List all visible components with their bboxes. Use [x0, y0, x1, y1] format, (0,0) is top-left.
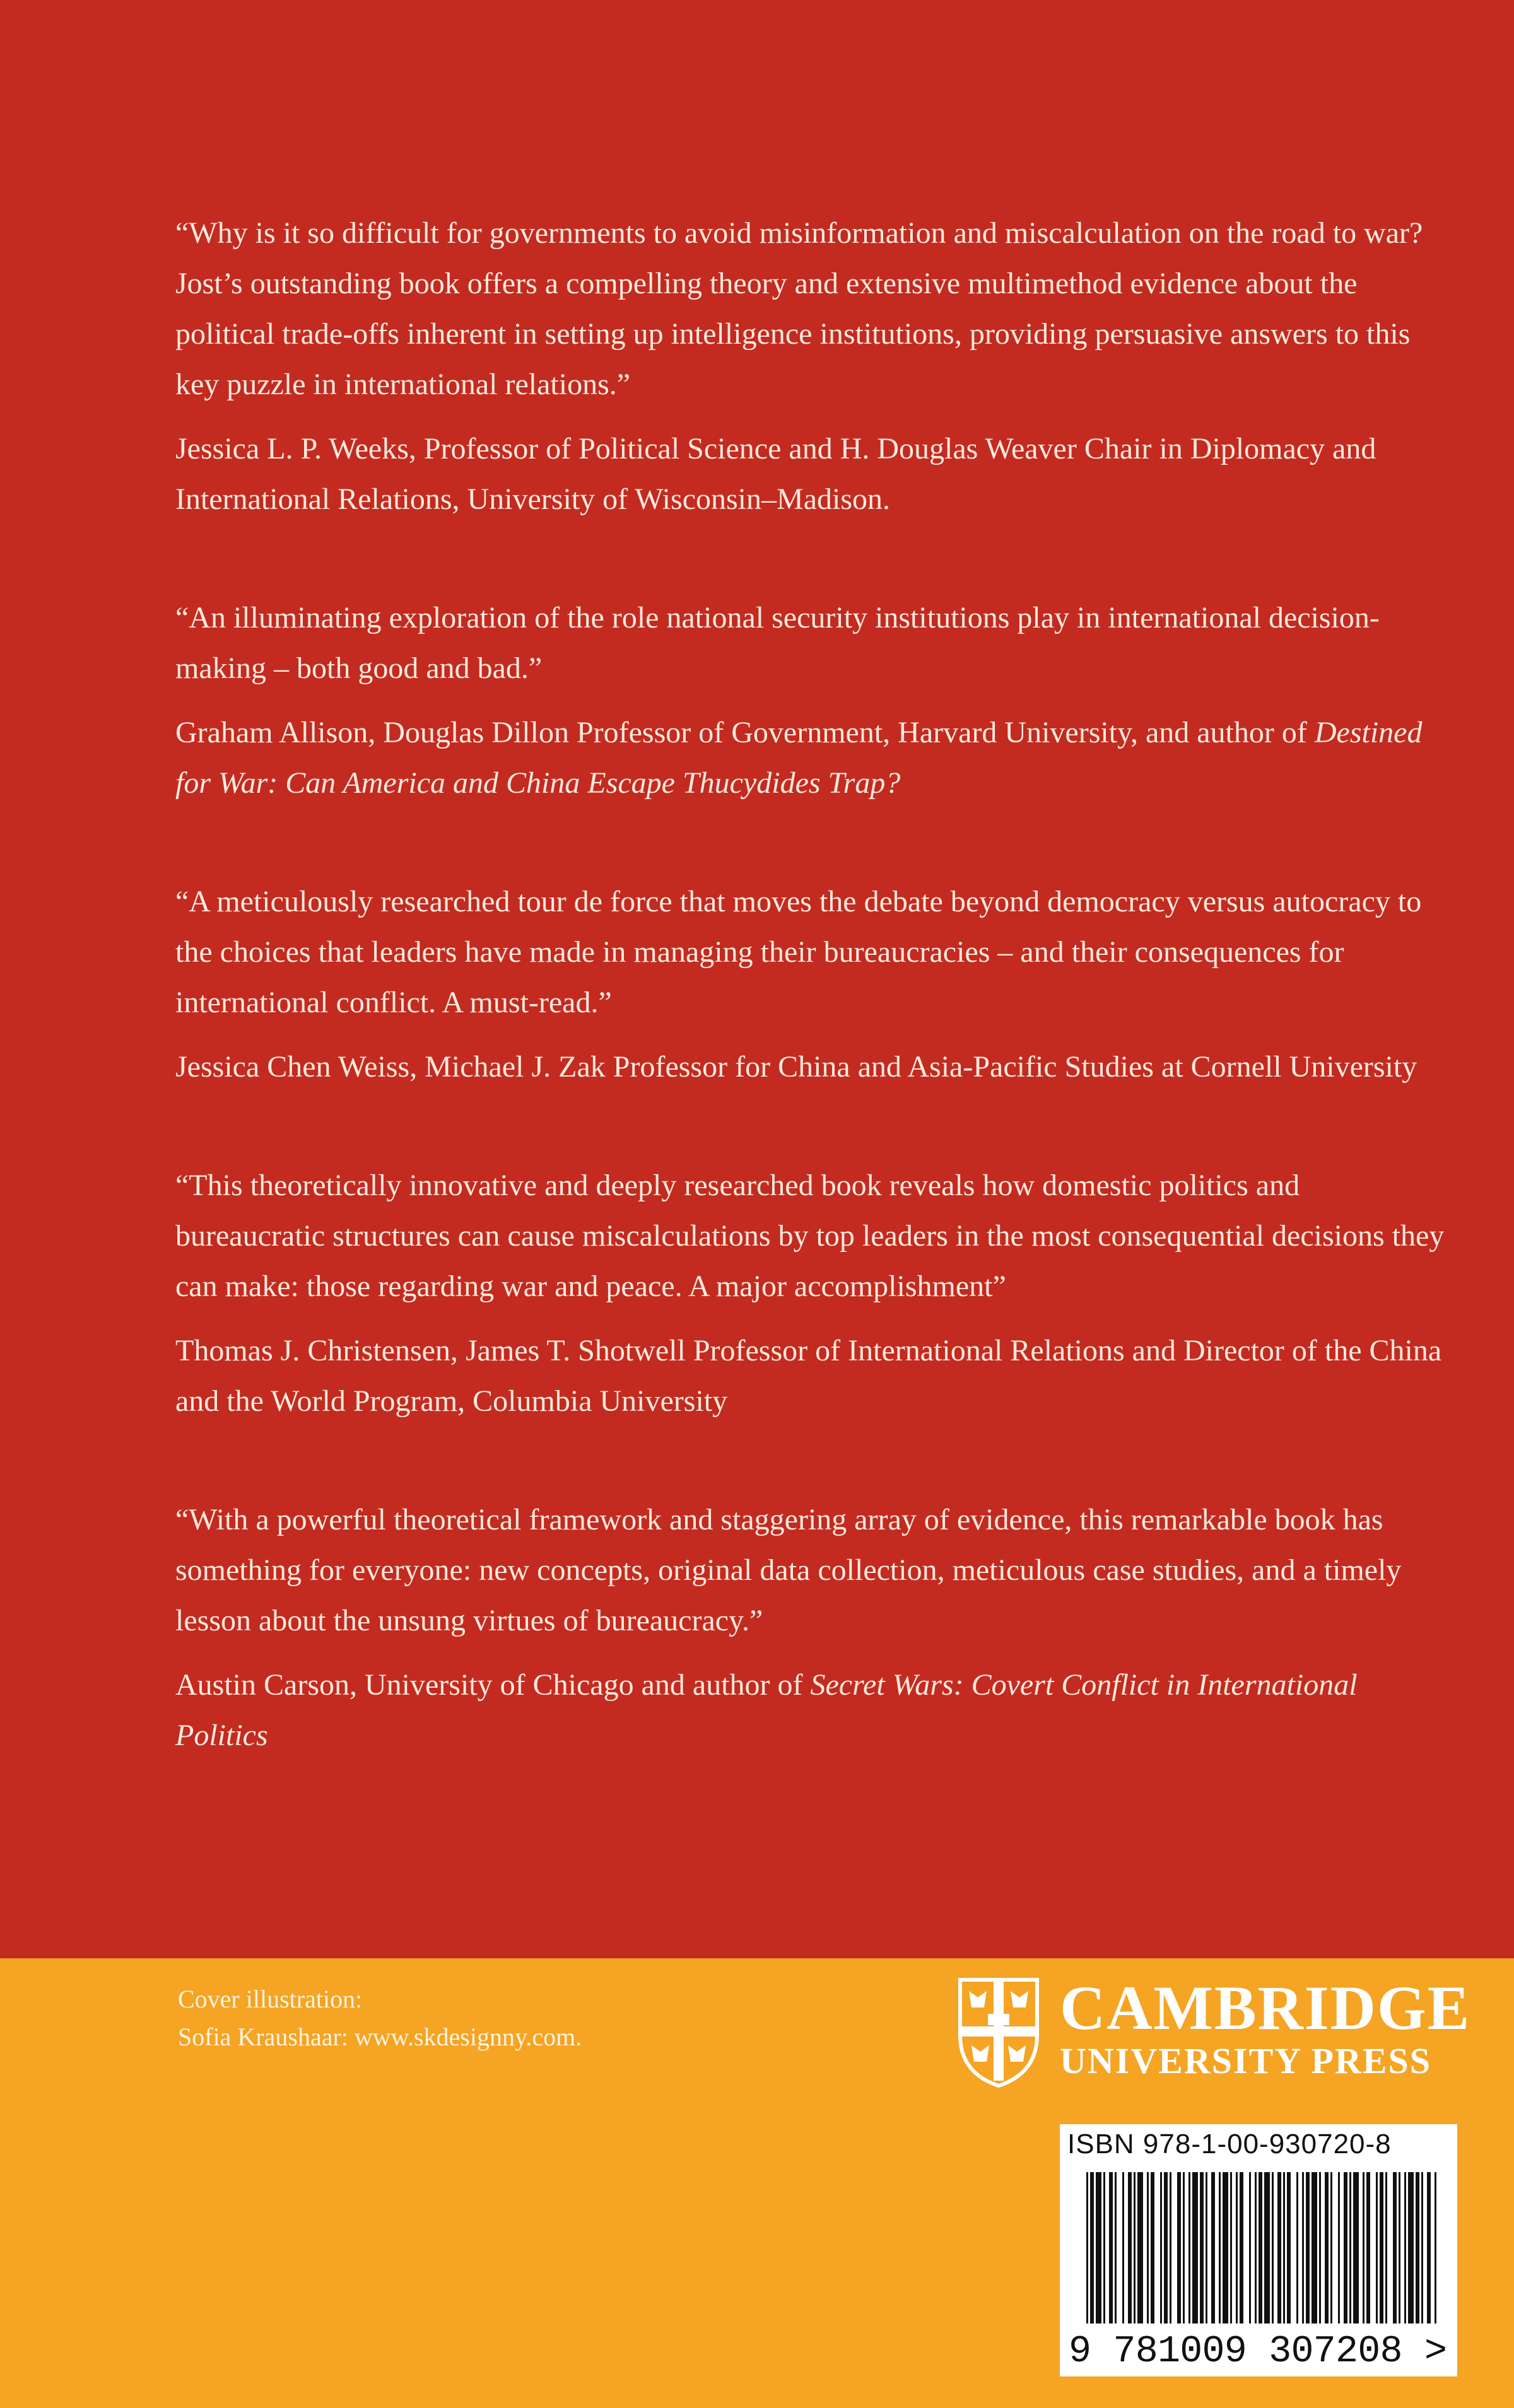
barcode-bar: [1211, 2172, 1215, 2323]
barcode-bar: [1302, 2172, 1304, 2323]
barcode-bar: [1137, 2172, 1143, 2323]
barcode-bar: [1240, 2172, 1243, 2323]
barcode-bar: [1408, 2172, 1414, 2323]
barcode-bar: [1188, 2172, 1190, 2323]
barcode-bar: [1349, 2172, 1351, 2323]
barcode-bar: [1177, 2172, 1181, 2323]
barcode-bar: [1122, 2172, 1124, 2323]
publisher-subname: UNIVERSITY PRESS: [1060, 2040, 1432, 2081]
barcode-bar: [1134, 2172, 1136, 2323]
barcode-bar: [1200, 2172, 1204, 2323]
barcode-bar: [1115, 2172, 1117, 2323]
barcode-bar: [1264, 2172, 1270, 2323]
barcode-bar: [1393, 2172, 1397, 2323]
barcode-bar: [1147, 2172, 1149, 2323]
endorsement-quote: “This theoretically innovative and deeply researched book reveals how domestic politics and bureaucratic structures can cause miscalculations by top leaders in the most consequential decisions they can make: those regarding war and peace. A major accomplishment”: [175, 1169, 1445, 1303]
barcode-bar: [1421, 2172, 1423, 2323]
endorsement-2: [175, 593, 1456, 809]
barcode-bar: [1312, 2172, 1317, 2323]
barcode-bar: [1259, 2172, 1262, 2323]
barcode-bar: [1164, 2172, 1168, 2323]
endorsement-attribution: Graham Allison, Douglas Dillon Professor of Government, Harvard University, and author of Destined for War: Can America and China Escape Thucydides Trap?: [175, 716, 1423, 800]
endorsement-quote: “An illuminating exploration of the role national security institutions play in international decision-making – both good and bad.”: [175, 601, 1380, 685]
barcode-bar: [1287, 2172, 1291, 2323]
endorsement-attribution: Austin Carson, University of Chicago and author of Secret Wars: Covert Conflict in International Politics: [175, 1668, 1358, 1752]
barcode-bar: [1249, 2172, 1251, 2323]
endorsement-attribution: Jessica L. P. Weeks, Professor of Political Science and H. Douglas Weaver Chair in Diplomacy and International Relations, University of Wisconsin–Madison.: [175, 432, 1376, 516]
barcode-bar: [1363, 2172, 1364, 2323]
barcode-bar: [1096, 2172, 1101, 2323]
endorsement-4: [175, 1160, 1456, 1427]
barcode-bar: [1427, 2172, 1431, 2323]
barcode-bar: [1380, 2172, 1383, 2323]
book-title: Destined for War: Can America and China Escape Thucydides Trap?: [175, 716, 1423, 800]
endorsement-quote: “Why is it so difficult for governments to avoid misinformation and miscalculation on the road to war? Jost’s outstanding book offers a compelling theory and extensive multimethod evidence about the political trade-offs inherent in setting up intelligence institutions, providing persuasive answers to this key puzzle in international relations.”: [175, 216, 1423, 401]
barcode-bar: [1236, 2172, 1238, 2323]
barcode-bar: [1306, 2172, 1310, 2323]
cover-credit: [178, 1980, 582, 2056]
endorsement-3: [175, 877, 1456, 1092]
endorsement-attribution: Thomas J. Christensen, James T. Shotwell Professor of International Relations and Director of the China and the World Program, Columbia University: [175, 1334, 1442, 1418]
barcode-bar: [1416, 2172, 1419, 2323]
barcode-bar: [1223, 2172, 1228, 2323]
endorsements: [175, 208, 1456, 1829]
publisher-logo: [1060, 1974, 1470, 2081]
barcode-bar: [1183, 2172, 1185, 2323]
barcode-bar: [1376, 2172, 1378, 2323]
endorsement-quote: “With a powerful theoretical framework and staggering array of evidence, this remarkable book has something for everyone: new concepts, original data collection, meticulous case studies, and a timely lesson about the unsung virtues of bureaucracy.”: [175, 1503, 1402, 1637]
endorsement-1: [175, 208, 1456, 525]
barcode-bar: [1170, 2172, 1171, 2323]
endorsement-quote: “A meticulously researched tour de force that moves the debate beyond democracy versus autocracy to the choices that leaders have made in managing their bureaucracies – and their consequences for international conflict. A must-read.”: [175, 885, 1422, 1019]
isbn-label: ISBN 978-1-00-930720-8: [1067, 2129, 1392, 2160]
book-title: Secret Wars: Covert Conflict in International Politics: [175, 1668, 1358, 1752]
barcode-bar: [1255, 2172, 1257, 2323]
barcode-bar: [1192, 2172, 1198, 2323]
cover-credit-artist: Sofia Kraushaar: www.skdesignny.com.: [178, 2023, 582, 2051]
barcode-bar: [1435, 2172, 1436, 2323]
barcode-bar: [1353, 2172, 1359, 2323]
barcode-bar: [1330, 2172, 1332, 2323]
barcode-bar: [1230, 2172, 1232, 2323]
barcode-bar: [1109, 2172, 1113, 2323]
barcode-bar: [1103, 2172, 1105, 2323]
cover-credit-label: Cover illustration:: [178, 1985, 363, 2013]
barcode-bar: [1272, 2172, 1274, 2323]
barcode-bar: [1283, 2172, 1285, 2323]
barcode-bar: [1219, 2172, 1221, 2323]
barcode-bar: [1404, 2172, 1406, 2323]
barcode-bar: [1366, 2172, 1370, 2323]
cambridge-crest-icon: [958, 1977, 1040, 2088]
barcode-digits: 9 781009 307208 >: [1069, 2330, 1447, 2373]
endorsement-5: [175, 1495, 1456, 1761]
barcode-bar: [1338, 2172, 1340, 2323]
barcode-bar: [1319, 2172, 1321, 2323]
barcode-bar: [1151, 2172, 1154, 2323]
barcode-bar: [1128, 2172, 1132, 2323]
barcode-bar: [1296, 2172, 1298, 2323]
barcode-bar: [1160, 2172, 1162, 2323]
barcode-bar: [1090, 2172, 1094, 2323]
isbn-barcode: [1060, 2124, 1457, 2376]
barcode-bar: [1325, 2172, 1329, 2323]
barcode-bar: [1344, 2172, 1347, 2323]
barcode-icon: [1060, 2124, 1457, 2376]
barcode-bar: [1206, 2172, 1207, 2323]
barcode-bar: [1399, 2172, 1400, 2323]
barcode-bar: [1086, 2172, 1088, 2323]
publisher-name: CAMBRIDGE: [1060, 1973, 1471, 2043]
endorsement-attribution: Jessica Chen Weiss, Michael J. Zak Professor for China and Asia-Pacific Studies at Cornell University: [175, 1050, 1417, 1084]
barcode-bar: [1277, 2172, 1281, 2323]
barcode-bar: [1385, 2172, 1387, 2323]
